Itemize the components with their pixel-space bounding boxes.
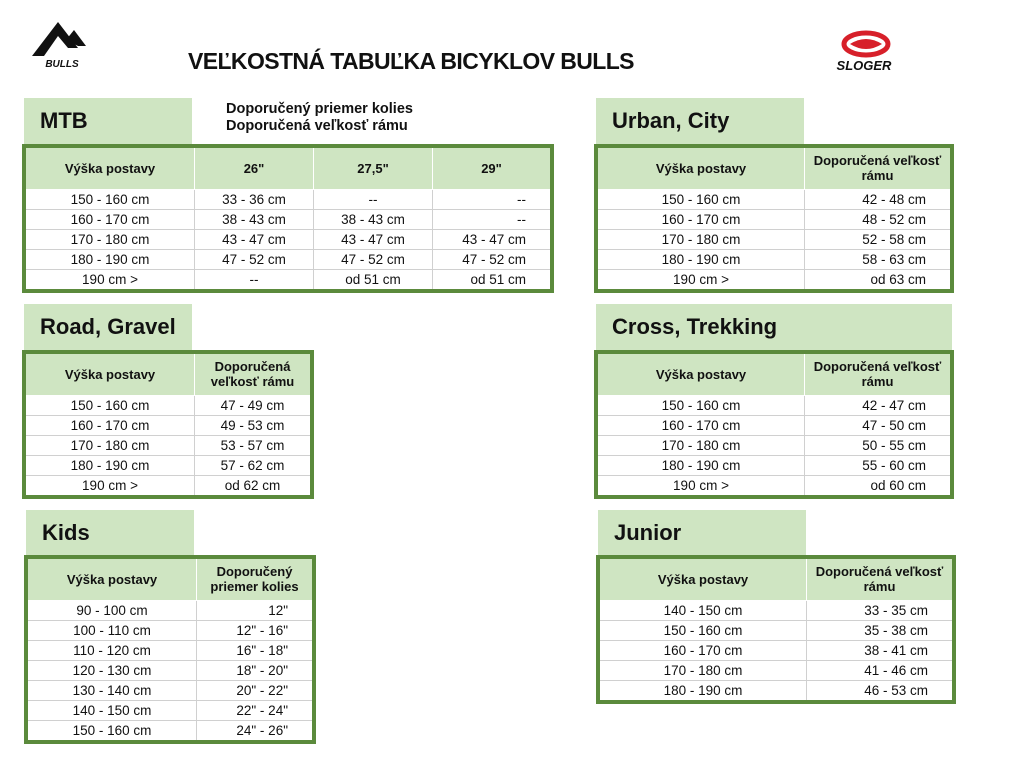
table-row [24, 475, 312, 497]
header-height: Výška postavy [596, 146, 805, 189]
size-table-cross [594, 350, 954, 499]
size-value-cell: 12" [197, 600, 315, 620]
header-27-5: 27,5" [314, 146, 433, 189]
table-row [596, 395, 952, 415]
header-29: 29" [433, 146, 553, 189]
size-value-cell: 35 - 38 cm [807, 620, 955, 640]
height-range-cell: 120 - 130 cm [26, 660, 197, 680]
header-wheel: Doporučený priemer kolies [197, 557, 315, 600]
height-range-cell: 190 cm > [24, 475, 195, 497]
mtb-legend-frame: Doporučená veľkosť rámu [226, 118, 408, 134]
table-row [596, 189, 952, 209]
table-row [24, 209, 552, 229]
height-range-cell: 110 - 120 cm [26, 640, 197, 660]
category-tab-road: Road, Gravel [24, 304, 192, 350]
category-tab-kids: Kids [26, 510, 194, 556]
svg-text:SLOGER: SLOGER [836, 58, 892, 73]
height-range-cell: 180 - 190 cm [24, 455, 195, 475]
size-value-cell: 52 - 58 cm [805, 229, 953, 249]
table-row [24, 395, 312, 415]
table-row [24, 269, 552, 291]
size-table-mtb [22, 144, 554, 293]
size-value-cell: 43 - 47 cm [433, 229, 553, 249]
height-range-cell: 160 - 170 cm [598, 640, 807, 660]
size-value-cell: od 63 cm [805, 269, 953, 291]
table-row [598, 660, 954, 680]
table-row [596, 249, 952, 269]
size-value-cell: 42 - 48 cm [805, 189, 953, 209]
table-row [26, 620, 314, 640]
height-range-cell: 170 - 180 cm [24, 229, 195, 249]
table-row [598, 600, 954, 620]
size-value-cell: 47 - 49 cm [195, 395, 313, 415]
table-row [596, 415, 952, 435]
size-value-cell: 33 - 36 cm [195, 189, 314, 209]
category-tab-junior: Junior [598, 510, 806, 556]
table-row [596, 455, 952, 475]
header-frame: Doporučená veľkosť rámu [805, 352, 953, 395]
table-row [596, 269, 952, 291]
height-range-cell: 190 cm > [596, 269, 805, 291]
table-row [26, 680, 314, 700]
size-value-cell: 38 - 41 cm [807, 640, 955, 660]
height-range-cell: 190 cm > [24, 269, 195, 291]
table-row [26, 700, 314, 720]
table-row [24, 249, 552, 269]
mtb-legend-wheel: Doporučený priemer kolies [226, 101, 413, 117]
size-value-cell: 38 - 43 cm [195, 209, 314, 229]
svg-text:BULLS: BULLS [45, 59, 79, 70]
height-range-cell: 150 - 160 cm [24, 189, 195, 209]
table-row [26, 640, 314, 660]
height-range-cell: 170 - 180 cm [24, 435, 195, 455]
size-value-cell: od 51 cm [314, 269, 433, 291]
size-table-road [22, 350, 314, 499]
size-value-cell: 43 - 47 cm [314, 229, 433, 249]
size-value-cell: 47 - 52 cm [433, 249, 553, 269]
size-value-cell: 50 - 55 cm [805, 435, 953, 455]
table-row [26, 600, 314, 620]
category-tab-urban: Urban, City [596, 98, 804, 144]
height-range-cell: 180 - 190 cm [596, 249, 805, 269]
height-range-cell: 150 - 160 cm [24, 395, 195, 415]
header-26: 26" [195, 146, 314, 189]
header-height: Výška postavy [598, 557, 807, 600]
header-frame: Doporučená veľkosť rámu [195, 352, 313, 395]
size-table-kids [24, 555, 316, 744]
header-frame: Doporučená veľkosť rámu [807, 557, 955, 600]
size-value-cell: 55 - 60 cm [805, 455, 953, 475]
table-row [24, 415, 312, 435]
size-value-cell: 48 - 52 cm [805, 209, 953, 229]
size-value-cell: od 62 cm [195, 475, 313, 497]
height-range-cell: 170 - 180 cm [596, 435, 805, 455]
table-row [24, 189, 552, 209]
height-range-cell: 150 - 160 cm [596, 189, 805, 209]
height-range-cell: 160 - 170 cm [24, 415, 195, 435]
category-tab-mtb: MTB [24, 98, 192, 144]
table-row [24, 229, 552, 249]
size-value-cell: 57 - 62 cm [195, 455, 313, 475]
size-value-cell: 49 - 53 cm [195, 415, 313, 435]
table-row [596, 435, 952, 455]
height-range-cell: 170 - 180 cm [596, 229, 805, 249]
height-range-cell: 150 - 160 cm [26, 720, 197, 742]
size-value-cell: 20" - 22" [197, 680, 315, 700]
size-value-cell: 22" - 24" [197, 700, 315, 720]
table-row [24, 435, 312, 455]
height-range-cell: 100 - 110 cm [26, 620, 197, 640]
size-value-cell: -- [433, 189, 553, 209]
size-value-cell: 33 - 35 cm [807, 600, 955, 620]
size-value-cell: -- [433, 209, 553, 229]
category-tab-cross: Cross, Trekking [596, 304, 952, 350]
height-range-cell: 140 - 150 cm [26, 700, 197, 720]
height-range-cell: 170 - 180 cm [598, 660, 807, 680]
size-value-cell: 24" - 26" [197, 720, 315, 742]
table-row [598, 620, 954, 640]
height-range-cell: 150 - 160 cm [598, 620, 807, 640]
size-value-cell: 43 - 47 cm [195, 229, 314, 249]
sloger-logo [814, 30, 918, 74]
height-range-cell: 140 - 150 cm [598, 600, 807, 620]
height-range-cell: 180 - 190 cm [24, 249, 195, 269]
height-range-cell: 150 - 160 cm [596, 395, 805, 415]
table-row [596, 475, 952, 497]
size-value-cell: od 51 cm [433, 269, 553, 291]
header-height: Výška postavy [24, 146, 195, 189]
size-value-cell: 53 - 57 cm [195, 435, 313, 455]
header-frame: Doporučená veľkosť rámu [805, 146, 953, 189]
size-value-cell: 58 - 63 cm [805, 249, 953, 269]
height-range-cell: 130 - 140 cm [26, 680, 197, 700]
header-height: Výška postavy [24, 352, 195, 395]
size-value-cell: 38 - 43 cm [314, 209, 433, 229]
table-row [24, 455, 312, 475]
size-value-cell: 47 - 52 cm [314, 249, 433, 269]
size-value-cell: 12" - 16" [197, 620, 315, 640]
height-range-cell: 180 - 190 cm [596, 455, 805, 475]
table-row [598, 640, 954, 660]
size-value-cell: -- [314, 189, 433, 209]
height-range-cell: 160 - 170 cm [596, 209, 805, 229]
bulls-logo [24, 18, 100, 70]
size-value-cell: 46 - 53 cm [807, 680, 955, 702]
mtb-legend [226, 101, 413, 135]
size-value-cell: 18" - 20" [197, 660, 315, 680]
height-range-cell: 90 - 100 cm [26, 600, 197, 620]
height-range-cell: 160 - 170 cm [24, 209, 195, 229]
page-title: VEĽKOSTNÁ TABUĽKA BICYKLOV BULLS [188, 48, 634, 74]
height-range-cell: 190 cm > [596, 475, 805, 497]
size-value-cell: 16" - 18" [197, 640, 315, 660]
size-value-cell: -- [195, 269, 314, 291]
size-value-cell: od 60 cm [805, 475, 953, 497]
table-row [596, 209, 952, 229]
size-value-cell: 47 - 50 cm [805, 415, 953, 435]
table-row [26, 660, 314, 680]
size-table-urban [594, 144, 954, 293]
size-value-cell: 47 - 52 cm [195, 249, 314, 269]
header-height: Výška postavy [26, 557, 197, 600]
size-table-junior [596, 555, 956, 704]
table-row [598, 680, 954, 702]
height-range-cell: 180 - 190 cm [598, 680, 807, 702]
height-range-cell: 160 - 170 cm [596, 415, 805, 435]
header-height: Výška postavy [596, 352, 805, 395]
size-value-cell: 42 - 47 cm [805, 395, 953, 415]
table-row [596, 229, 952, 249]
size-value-cell: 41 - 46 cm [807, 660, 955, 680]
table-row [26, 720, 314, 742]
